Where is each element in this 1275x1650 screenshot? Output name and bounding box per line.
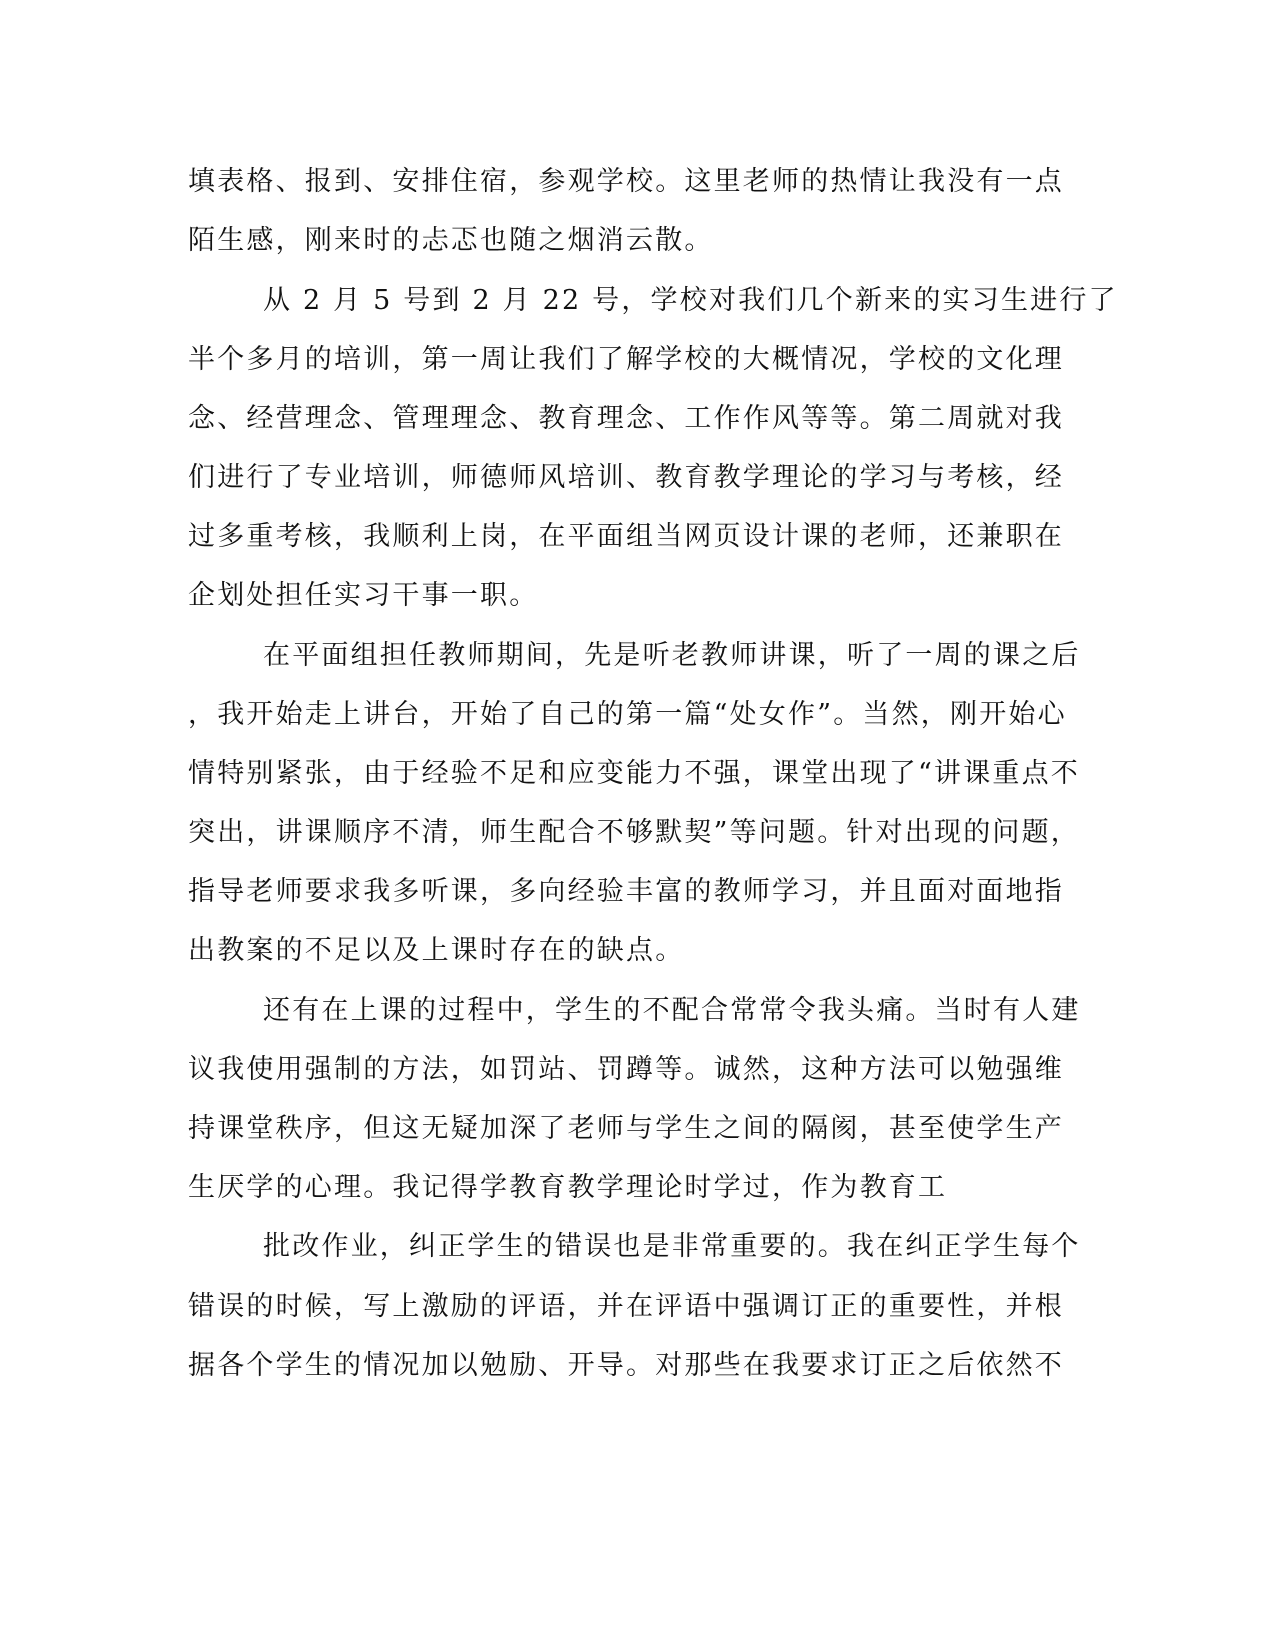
- text-line: 企划处担任实习干事一职。: [188, 580, 539, 611]
- text-line: 出教案的不足以及上课时存在的缺点。: [188, 935, 685, 966]
- text-line: 填表格、报到、安排住宿，参观学校。这里老师的热情让我没有一点: [188, 166, 1064, 197]
- text-line: ，我开始走上讲台，开始了自己的第一篇“处女作”。当然，刚开始心: [188, 699, 1067, 730]
- paragraph-start-line: 从 2 月 5 号到 2 月 22 号，学校对我们几个新来的实习生进行了: [263, 285, 1118, 316]
- text-line: 情特别紧张，由于经验不足和应变能力不强，课堂出现了“讲课重点不: [188, 758, 1081, 789]
- text-line: 半个多月的培训，第一周让我们了解学校的大概情况，学校的文化理: [188, 344, 1064, 375]
- text-line: 们进行了专业培训，师德师风培训、教育教学理论的学习与考核，经: [188, 462, 1064, 493]
- text-line: 生厌学的心理。我记得学教育教学理论时学过，作为教育工: [188, 1172, 948, 1203]
- paragraph-start-line: 在平面组担任教师期间，先是听老教师讲课，听了一周的课之后: [263, 640, 1081, 671]
- text-line: 陌生感，刚来时的忐忑也随之烟消云散。: [188, 225, 714, 256]
- text-line: 据各个学生的情况加以勉励、开导。对那些在我要求订正之后依然不: [188, 1350, 1064, 1381]
- text-line: 突出，讲课顺序不清，师生配合不够默契”等问题。针对出现的问题，: [188, 817, 1081, 848]
- text-line: 持课堂秩序，但这无疑加深了老师与学生之间的隔阂，甚至使学生产: [188, 1113, 1064, 1144]
- paragraph-start-line: 批改作业，纠正学生的错误也是非常重要的。我在纠正学生每个: [263, 1231, 1081, 1262]
- text-line: 指导老师要求我多听课，多向经验丰富的教师学习，并且面对面地指: [188, 876, 1064, 907]
- text-line: 议我使用强制的方法，如罚站、罚蹲等。诚然，这种方法可以勉强维: [188, 1054, 1064, 1085]
- paragraph-start-line: 还有在上课的过程中，学生的不配合常常令我头痛。当时有人建: [263, 995, 1081, 1026]
- text-line: 念、经营理念、管理理念、教育理念、工作作风等等。第二周就对我: [188, 403, 1064, 434]
- text-line: 错误的时候，写上激励的评语，并在评语中强调订正的重要性，并根: [188, 1291, 1064, 1322]
- text-line: 过多重考核，我顺利上岗，在平面组当网页设计课的老师，还兼职在: [188, 521, 1064, 552]
